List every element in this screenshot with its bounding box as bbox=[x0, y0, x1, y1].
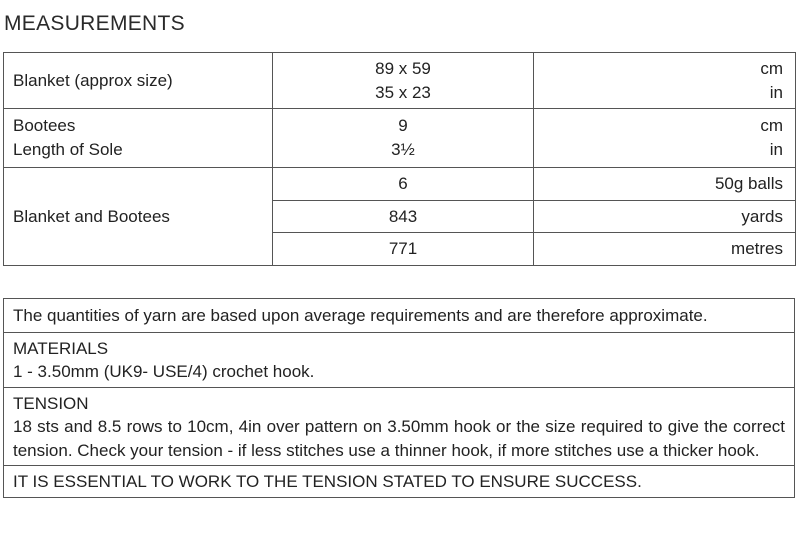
section-heading: MEASUREMENTS bbox=[4, 12, 185, 35]
table-row bbox=[4, 109, 796, 168]
tension-text: 18 sts and 8.5 rows to 10cm, 4in over pattern on 3.50mm hook or the size required to give the correct tension. Check your tension - if less stitches use a thinner hook, if more stitches use a thicker hook. bbox=[13, 417, 785, 460]
bootees-units bbox=[534, 109, 796, 168]
yarn-metres-unit: metres bbox=[534, 233, 796, 266]
essential-note: IT IS ESSENTIAL TO WORK TO THE TENSION STATED TO ENSURE SUCCESS. bbox=[4, 465, 794, 497]
materials-title: MATERIALS bbox=[13, 338, 109, 358]
bootees-value-cm: 9 bbox=[398, 116, 408, 135]
bootees-label-line-2: Length of Sole bbox=[13, 140, 123, 159]
blanket-units bbox=[534, 53, 796, 109]
blanket-label: Blanket (approx size) bbox=[4, 53, 273, 109]
unit-cm: cm bbox=[760, 58, 783, 78]
notes-box bbox=[3, 298, 795, 498]
yarn-metres-value: 771 bbox=[273, 233, 534, 266]
materials-text: 1 - 3.50mm (UK9- USE/4) crochet hook. bbox=[13, 362, 315, 381]
blanket-values bbox=[273, 53, 534, 109]
yarn-balls-value: 6 bbox=[273, 168, 534, 201]
blanket-value-cm: 89 x 59 bbox=[375, 58, 431, 78]
yarn-yards-unit: yards bbox=[534, 201, 796, 233]
blanket-value-in: 35 x 23 bbox=[375, 82, 431, 102]
bootees-values bbox=[273, 109, 534, 168]
tension-title: TENSION bbox=[13, 393, 89, 413]
table-row bbox=[4, 168, 796, 201]
yarn-label: Blanket and Bootees bbox=[4, 168, 273, 266]
unit-in: in bbox=[769, 140, 783, 159]
bootees-label bbox=[4, 109, 273, 168]
bootees-label-line-1: Bootees bbox=[13, 116, 76, 135]
measurements-table bbox=[3, 52, 796, 266]
table-row bbox=[4, 53, 796, 109]
quantities-note: The quantities of yarn are based upon average requirements and are therefore approximate. bbox=[13, 306, 708, 325]
tension-section bbox=[4, 387, 794, 466]
yarn-yards-value: 843 bbox=[273, 201, 534, 233]
yarn-balls-unit: 50g balls bbox=[534, 168, 796, 201]
materials-section bbox=[4, 332, 794, 387]
unit-cm: cm bbox=[760, 116, 783, 135]
unit-in: in bbox=[769, 82, 783, 102]
bootees-value-in: 3½ bbox=[391, 140, 415, 159]
